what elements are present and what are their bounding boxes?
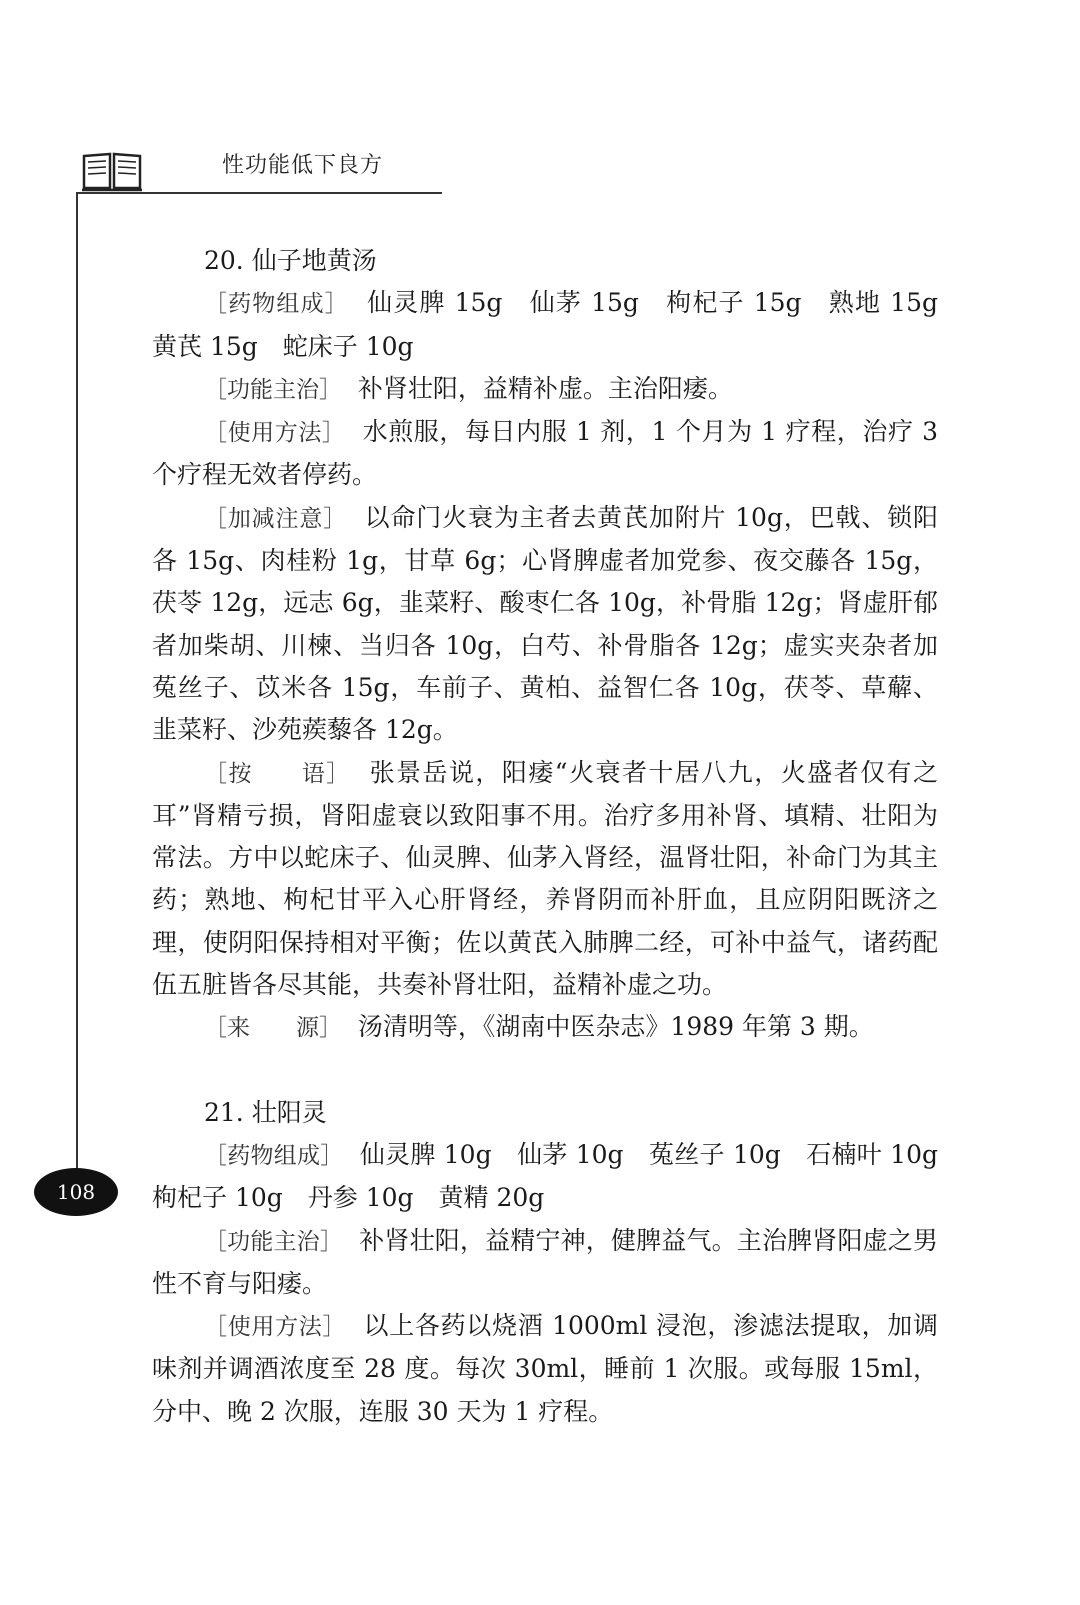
section-text: 仙灵脾 15g 仙茅 15g 枸杞子 15g 熟地 15g 黄芪 15g 蛇床子 10g — [152, 288, 964, 361]
page-number-badge: 108 — [34, 1168, 118, 1216]
section-label: ［药物组成］ — [204, 291, 349, 318]
prescription-section — [152, 368, 938, 411]
section-text: 水煎服，每日内服 1 剂，1 个月为 1 疗程，治疗 3 个疗程无效者停药。 — [152, 417, 939, 490]
prescription-title: 21. 壮阳灵 — [204, 1097, 327, 1127]
section-label: ［来 源］ — [204, 1015, 342, 1042]
section-label: ［加减注意］ — [204, 505, 348, 532]
prescription-section — [152, 1305, 938, 1433]
section-label: ［按 语］ — [204, 760, 351, 787]
open-book-icon — [80, 148, 144, 192]
section-text: 仙灵脾 10g 仙茅 10g 菟丝子 10g 石楠叶 10g 枸杞子 10g 丹参 10g 黄精 20g — [152, 1139, 964, 1213]
header-rule — [76, 192, 442, 194]
prescription-section — [152, 1220, 938, 1306]
section-text: 以命门火衰为主者去黄芪加附片 10g，巴戟、锁阳各 15g、肉桂粉 1g，甘草 6g；心肾脾虚者加党参、夜交藤各 15g，茯苓 12g，远志 6g，韭菜籽、酸枣仁各 10g，补骨脂 12g；肾虚肝郁者加柴胡、川楝、当归各 10g，白芍、补骨脂各 12g；虚实夹杂者加菟丝子、苡米各 15g，车前子、黄柏、益智仁各 10g，茯苓、草薢、韭菜籽、沙苑蒺藜各 12g。 — [152, 502, 939, 745]
section-label: ［功能主治］ — [204, 376, 342, 403]
section-label: ［使用方法］ — [204, 1314, 347, 1341]
prescription-title: 20. 仙子地黄汤 — [204, 246, 377, 275]
running-header-title: 性功能低下良方 — [222, 153, 384, 178]
section-text: 以上各药以烧酒 1000ml 浸泡，渗滤法提取，加调味剂并调酒浓度至 28 度。每次 30ml，睡前 1 次服。或每服 15ml，分中、晚 2 次服，连服 30 天为 1 疗程。 — [152, 1311, 938, 1426]
section-text: 汤清明等，《湖南中医杂志》1989 年第 3 期。 — [357, 1012, 874, 1042]
prescription-entry-21 — [152, 1092, 964, 1433]
prescription-entry-20 — [152, 240, 964, 1050]
prescription-section — [152, 1134, 964, 1220]
prescription-section — [152, 1006, 938, 1049]
prescription-section — [152, 497, 938, 752]
page-body — [152, 240, 964, 1433]
section-text: 补肾壮阳，益精宁神，健脾益气。主治脾肾阳虚之男性不育与阳痿。 — [152, 1225, 938, 1298]
section-label: ［功能主治］ — [204, 1228, 344, 1255]
prescription-section — [152, 752, 938, 1007]
prescription-section — [152, 411, 938, 497]
prescription-section — [152, 282, 964, 368]
section-text: 补肾壮阳，益精补虚。主治阳痿。 — [357, 373, 733, 403]
section-label: ［药物组成］ — [204, 1142, 344, 1169]
section-text: 张景岳说，阳痿“火衰者十居八九，火盛者仅有之耳”肾精亏损，肾阳虚衰以致阳事不用。治疗多用补肾、填精、壮阳为常法。方中以蛇床子、仙灵脾、仙茅入肾经，温肾壮阳，补命门为其主药；熟地、枸杞甘平入心肝肾经，养肾阴而补肝血，且应阴阳既济之理，使阴阳保持相对平衡；佐以黄芪入肺脾二经，可补中益气，诸药配伍五脏皆各尽其能，共奏补肾壮阳，益精补虚之功。 — [152, 757, 938, 1000]
section-label: ［使用方法］ — [204, 420, 346, 447]
side-rule — [76, 192, 78, 1192]
